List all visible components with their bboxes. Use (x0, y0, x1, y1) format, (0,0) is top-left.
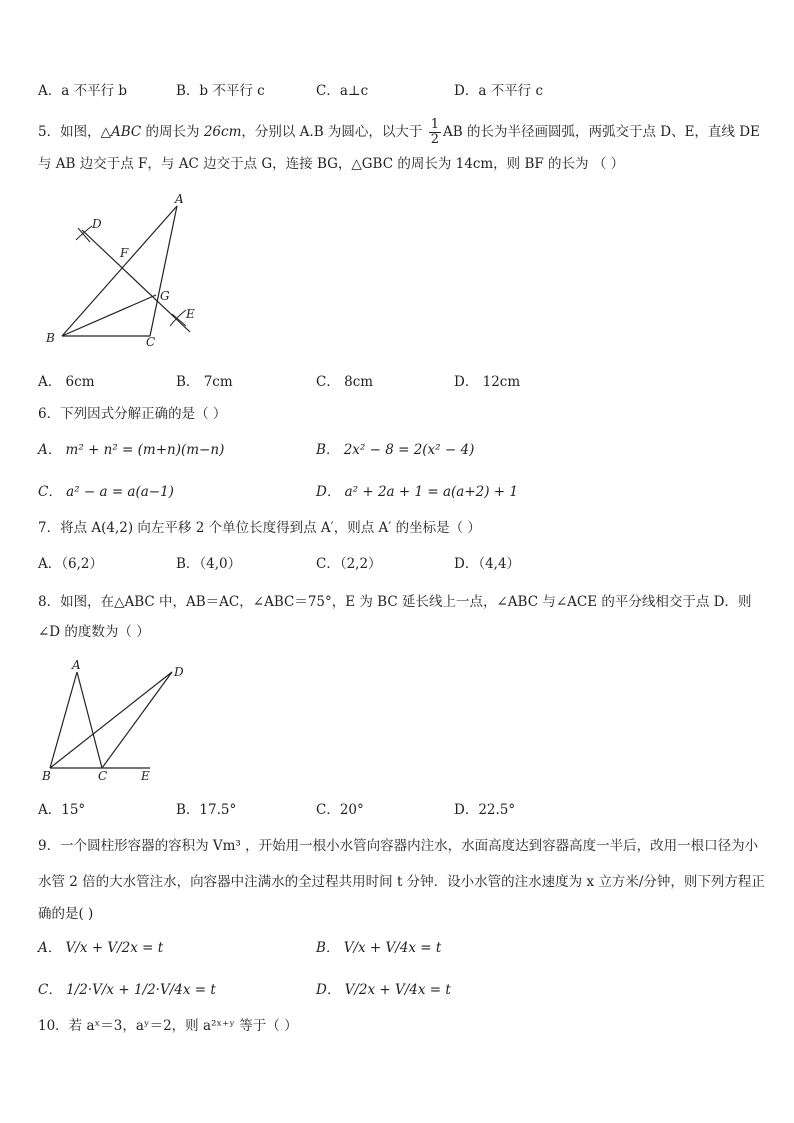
q9-option-b: B． V/x + V/4x = t (316, 940, 442, 956)
q5-fraction (429, 118, 441, 147)
q8-option-d: D．22.5° (454, 802, 516, 818)
q6-option-d: D． a² + 2a + 1 = a(a+2) + 1 (316, 484, 518, 500)
q8-stem-line1: 8．如图，在△ABC 中，AB＝AC，∠ABC＝75°，E 为 BC 延长线上一点，∠ABC 与∠ACE 的平分线相交于点 D．则 (38, 594, 752, 610)
q5-text-b: 的周长为 (141, 124, 204, 140)
q5-arc-e (170, 310, 186, 326)
q9-stem-line1: 9．一个圆柱形容器的容积为 Vm³ ，开始用一根小水管向容器内注水，水面高度达到容器高度一半后，改用一根口径为小 (38, 838, 759, 854)
q6-option-a: A． m² + n² = (m+n)(m−n) (38, 442, 225, 458)
q5-label-c: C (146, 335, 156, 349)
q7-stem: 7．将点 A(4,2) 向左平移 2 个单位长度得到点 A′，则点 A′ 的坐标是（ ） (38, 520, 481, 536)
q5-line-de (82, 230, 190, 332)
q4-option-a: A．a 不平行 b (38, 83, 128, 99)
q4-option-d: D．a 不平行 c (454, 83, 544, 99)
q4-option-b: B．b 不平行 c (176, 83, 265, 99)
q5-arc-d (76, 226, 92, 242)
q8-figure (38, 656, 198, 784)
q8-segment-cd (102, 672, 172, 768)
q5-text-d: AB 的长为半径画圆弧，两弧交于点 D、E，直线 DE (443, 124, 760, 140)
q8-option-a: A．15° (38, 802, 86, 818)
q8-label-b: B (42, 769, 51, 783)
q7-option-c: C．（2,2） (316, 556, 382, 572)
q5-figure (40, 190, 210, 350)
q9-stem-line3: 确的是( ) (38, 906, 94, 922)
q5-option-c: C． 8cm (316, 374, 374, 390)
q5-label-a: A (175, 192, 184, 206)
q8-option-c: C．20° (316, 802, 364, 818)
q5-option-a: A． 6cm (38, 374, 95, 390)
q5-frac-num: 1 (430, 117, 439, 132)
q5-label-f: F (120, 246, 129, 260)
q7-option-b: B．（4,0） (176, 556, 242, 572)
q9-stem-line2: 水管 2 倍的大水管注水，向容器中注满水的全过程共用时间 t 分钟．设小水管的注水速度为 x 立方米/分钟，则下列方程正 (38, 874, 765, 890)
q10-stem: 10．若 aˣ＝3，aʸ＝2，则 a²ˣ⁺ʸ 等于（ ） (38, 1018, 298, 1034)
q5-label-g: G (160, 289, 170, 303)
q9-option-d: D． V/2x + V/4x = t (316, 982, 451, 998)
q6-stem: 6．下列因式分解正确的是（ ） (38, 406, 227, 422)
q8-option-b: B．17.5° (176, 802, 237, 818)
q5-triangle: △ABC (100, 124, 142, 140)
q8-label-a: A (72, 658, 81, 672)
q5-label-e: E (186, 307, 195, 321)
q4-option-c: C．a⊥c (316, 83, 369, 99)
q5-option-b: B． 7cm (176, 374, 233, 390)
q8-segment-bd (50, 672, 172, 768)
q9-option-a: A． V/x + V/2x = t (38, 940, 164, 956)
q5-option-d: D． 12cm (454, 374, 521, 390)
q8-label-d: D (174, 665, 184, 679)
q5-label-d: D (92, 217, 102, 231)
q8-stem-line2: ∠D 的度数为（ ） (38, 624, 150, 640)
q5-segment-ab (62, 206, 177, 336)
q5-text-c: ，分别以 A.B 为圆心，以大于 (241, 124, 427, 140)
q5-perimeter: 26cm (203, 124, 242, 140)
q8-segment-ab (50, 672, 77, 768)
q5-label-b: B (46, 331, 55, 345)
q5-segment-bg (62, 295, 156, 336)
q5-stem-line2: 与 AB 边交于点 F，与 AC 边交于点 G，连接 BG，△GBC 的周长为 14cm，则 BF 的长为 （ ） (38, 156, 625, 172)
q5-frac-den: 2 (430, 132, 439, 147)
q7-option-a: A．（6,2） (38, 556, 103, 572)
q6-option-b: B． 2x² − 8 = 2(x² − 4) (316, 442, 475, 458)
q5-stem-line1 (38, 118, 760, 147)
q8-label-e: E (141, 769, 150, 783)
q8-label-c: C (98, 769, 108, 783)
q5-prefix: 5．如图， (38, 124, 101, 140)
q7-option-d: D．（4,4） (454, 556, 521, 572)
q8-segment-ac (77, 672, 102, 768)
q6-option-c: C． a² − a = a(a−1) (38, 484, 174, 500)
q9-option-c: C． 1/2·V/x + 1/2·V/4x = t (38, 982, 216, 998)
